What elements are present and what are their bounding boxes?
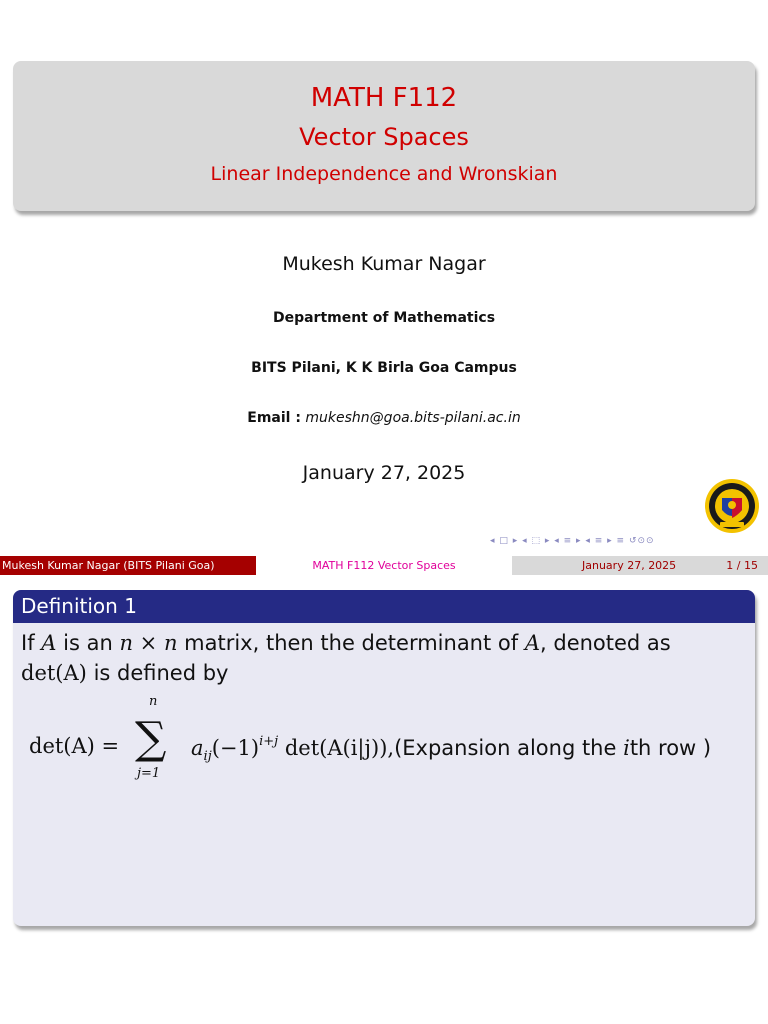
dimension: n × n <box>119 631 178 655</box>
bits-pilani-seal-icon <box>704 478 760 534</box>
email-label: Email : <box>247 410 301 426</box>
definition-heading: Definition 1 <box>13 590 755 623</box>
sum-lower-limit: j=1 <box>137 766 161 781</box>
expansion-note-i: i <box>623 736 630 760</box>
author-name: Mukesh Kumar Nagar <box>282 253 486 275</box>
presentation-date: January 27, 2025 <box>302 462 466 484</box>
expansion-note-close: th row ) <box>629 736 712 760</box>
course-title: MATH F112 <box>310 83 458 113</box>
topic-title: Vector Spaces <box>299 123 469 151</box>
var-a: A <box>41 631 57 655</box>
text-is-an: is an <box>63 631 113 655</box>
determinant-formula <box>29 694 749 788</box>
text-if: If <box>21 631 35 655</box>
email-line <box>0 410 768 426</box>
page-number: 1 / 15 <box>726 559 758 572</box>
footer-author: Mukesh Kumar Nagar (BITS Pilani Goa) <box>0 556 256 575</box>
slide-footer <box>0 556 768 575</box>
sum-upper-limit: n <box>149 694 158 709</box>
formula-lhs: det(A) = <box>29 734 120 758</box>
formula-rhs <box>191 734 711 764</box>
footer-title: MATH F112 Vector Spaces <box>256 556 512 575</box>
title-block <box>13 61 755 211</box>
minus-one: (−1) <box>211 736 260 760</box>
det-a: det(A) <box>21 661 87 685</box>
institution: BITS Pilani, K K Birla Goa Campus <box>251 360 517 376</box>
text-defined-by: is defined by <box>93 661 229 685</box>
email-address: mukeshn@goa.bits-pilani.ac.in <box>305 410 521 426</box>
coef-subscript: ij <box>203 749 212 764</box>
department: Department of Mathematics <box>272 310 496 326</box>
coef-a: a <box>191 736 204 760</box>
definition-block <box>13 590 755 926</box>
text-matrix: matrix, then the determinant of <box>184 631 519 655</box>
footer-right <box>512 556 768 575</box>
exponent: i+j <box>259 734 279 749</box>
expansion-note-open: (Expansion along the <box>394 736 624 760</box>
beamer-navigation-icons[interactable]: ◂ □ ▸ ◂ ⬚ ▸ ◂ ≡ ▸ ◂ ≡ ▸ ≡ ↺⊙⊙ <box>490 536 655 546</box>
definition-text <box>21 628 741 688</box>
det-minor: det(A(i|j)), <box>278 736 395 760</box>
var-a-2: A <box>524 631 541 655</box>
summation-icon: ∑ <box>135 713 167 764</box>
subtitle: Linear Independence and Wronskian <box>210 163 558 185</box>
footer-date: January 27, 2025 <box>582 559 677 572</box>
text-denoted: , denoted as <box>540 631 671 655</box>
